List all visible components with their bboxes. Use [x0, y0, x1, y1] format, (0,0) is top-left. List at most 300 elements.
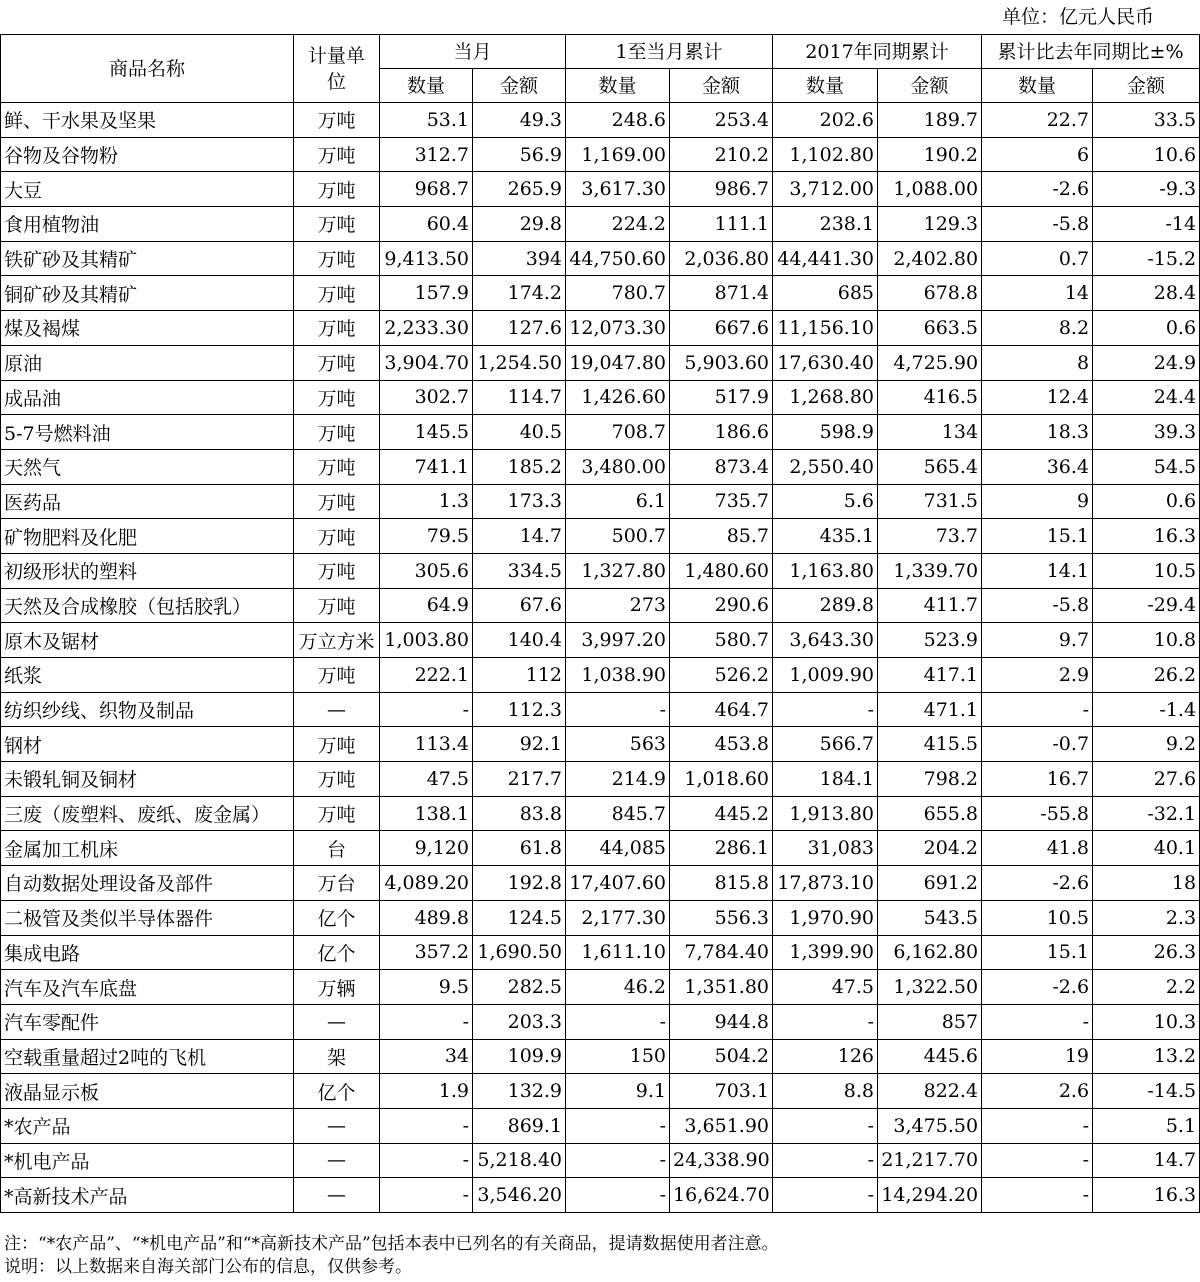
prior-year-amount-cell: 1,322.50	[878, 970, 982, 1005]
cumulative-amount-cell: 290.6	[670, 588, 773, 623]
measure-unit: 万吨	[294, 519, 380, 554]
commodity-name: 矿物肥料及化肥	[1, 519, 294, 554]
commodity-name: 自动数据处理设备及部件	[1, 866, 294, 901]
table-row	[1, 692, 1200, 727]
commodity-name: 煤及褐煤	[1, 311, 294, 346]
cumulative-quantity-cell: 214.9	[566, 762, 670, 797]
change-amount-cell: 10.6	[1093, 137, 1200, 172]
month-quantity-cell: 34	[380, 1039, 473, 1074]
month-amount-cell: 14.7	[473, 519, 566, 554]
measure-unit: —	[294, 1178, 380, 1213]
table-row	[1, 345, 1200, 380]
prior-year-amount-cell: 1,088.00	[878, 172, 982, 207]
commodity-name: 空载重量超过2吨的飞机	[1, 1039, 294, 1074]
prior-year-quantity-cell: 289.8	[773, 588, 878, 623]
commodity-name: 天然气	[1, 449, 294, 484]
table-row	[1, 1108, 1200, 1143]
commodity-name: 汽车及汽车底盘	[1, 970, 294, 1005]
table-row	[1, 241, 1200, 276]
cumulative-quantity-cell: 1,327.80	[566, 553, 670, 588]
header-amount: 金额	[878, 69, 982, 103]
month-quantity-cell: 312.7	[380, 137, 473, 172]
table-row	[1, 415, 1200, 450]
change-amount-cell: -15.2	[1093, 241, 1200, 276]
month-amount-cell: 334.5	[473, 553, 566, 588]
prior-year-quantity-cell: 8.8	[773, 1074, 878, 1109]
header-quantity: 数量	[773, 69, 878, 103]
change-amount-cell: 24.9	[1093, 345, 1200, 380]
cumulative-amount-cell: 526.2	[670, 658, 773, 693]
table-row	[1, 762, 1200, 797]
measure-unit: 万吨	[294, 137, 380, 172]
measure-unit: 万吨	[294, 241, 380, 276]
prior-year-amount-cell: 73.7	[878, 519, 982, 554]
commodity-name: 食用植物油	[1, 207, 294, 242]
prior-year-quantity-cell: 1,163.80	[773, 553, 878, 588]
table-row	[1, 519, 1200, 554]
cumulative-amount-cell: 667.6	[670, 311, 773, 346]
measure-unit: 亿个	[294, 935, 380, 970]
footnote-note: 注：“*农产品”、“*机电产品”和“*高新技术产品”包括本表中已列名的有关商品，提请数据使用者注意。	[4, 1234, 779, 1254]
prior-year-amount-cell: 411.7	[878, 588, 982, 623]
commodity-name: 铜矿砂及其精矿	[1, 276, 294, 311]
month-amount-cell: 40.5	[473, 415, 566, 450]
table-row	[1, 311, 1200, 346]
table-row	[1, 727, 1200, 762]
header-name: 商品名称	[1, 35, 294, 103]
month-quantity-cell: 3,904.70	[380, 345, 473, 380]
cumulative-amount-cell: 111.1	[670, 207, 773, 242]
month-quantity-cell: 741.1	[380, 449, 473, 484]
change-amount-cell: 33.5	[1093, 103, 1200, 138]
change-quantity-cell: 15.1	[982, 519, 1093, 554]
prior-year-amount-cell: 204.2	[878, 831, 982, 866]
prior-year-quantity-cell: 44,441.30	[773, 241, 878, 276]
prior-year-amount-cell: 134	[878, 415, 982, 450]
change-amount-cell: 39.3	[1093, 415, 1200, 450]
commodity-name: 初级形状的塑料	[1, 553, 294, 588]
cumulative-amount-cell: 735.7	[670, 484, 773, 519]
prior-year-amount-cell: 471.1	[878, 692, 982, 727]
table-row	[1, 207, 1200, 242]
table-row	[1, 553, 1200, 588]
month-quantity-cell: 9.5	[380, 970, 473, 1005]
cumulative-quantity-cell: 2,177.30	[566, 900, 670, 935]
month-amount-cell: 185.2	[473, 449, 566, 484]
prior-year-quantity-cell: 31,083	[773, 831, 878, 866]
change-amount-cell: 10.5	[1093, 553, 1200, 588]
month-amount-cell: 127.6	[473, 311, 566, 346]
cumulative-quantity-cell: 1,169.00	[566, 137, 670, 172]
prior-year-amount-cell: 678.8	[878, 276, 982, 311]
month-amount-cell: 1,690.50	[473, 935, 566, 970]
commodity-name: 未锻轧铜及铜材	[1, 762, 294, 797]
month-amount-cell: 203.3	[473, 1004, 566, 1039]
prior-year-amount-cell: 4,725.90	[878, 345, 982, 380]
month-quantity-cell: -	[380, 1108, 473, 1143]
month-quantity-cell: 9,120	[380, 831, 473, 866]
change-amount-cell: 26.3	[1093, 935, 1200, 970]
prior-year-amount-cell: 1,339.70	[878, 553, 982, 588]
cumulative-amount-cell: 7,784.40	[670, 935, 773, 970]
change-quantity-cell: 18.3	[982, 415, 1093, 450]
table-row	[1, 1178, 1200, 1213]
cumulative-quantity-cell: 12,073.30	[566, 311, 670, 346]
cumulative-quantity-cell: 708.7	[566, 415, 670, 450]
header-group-prior-year: 2017年同期累计	[773, 35, 982, 69]
cumulative-amount-cell: 517.9	[670, 380, 773, 415]
prior-year-amount-cell: 543.5	[878, 900, 982, 935]
cumulative-amount-cell: 286.1	[670, 831, 773, 866]
change-amount-cell: -29.4	[1093, 588, 1200, 623]
change-quantity-cell: -0.7	[982, 727, 1093, 762]
commodity-name: 大豆	[1, 172, 294, 207]
change-quantity-cell: 0.7	[982, 241, 1093, 276]
table-row	[1, 172, 1200, 207]
commodity-name: 汽车零配件	[1, 1004, 294, 1039]
cumulative-quantity-cell: 17,407.60	[566, 866, 670, 901]
cumulative-quantity-cell: -	[566, 692, 670, 727]
measure-unit: 万吨	[294, 484, 380, 519]
prior-year-quantity-cell: 126	[773, 1039, 878, 1074]
month-amount-cell: 109.9	[473, 1039, 566, 1074]
measure-unit: 万吨	[294, 762, 380, 797]
cumulative-quantity-cell: -	[566, 1108, 670, 1143]
month-amount-cell: 56.9	[473, 137, 566, 172]
cumulative-quantity-cell: 845.7	[566, 796, 670, 831]
change-quantity-cell: 8.2	[982, 311, 1093, 346]
change-amount-cell: 16.3	[1093, 519, 1200, 554]
month-amount-cell: 140.4	[473, 623, 566, 658]
measure-unit: 万台	[294, 866, 380, 901]
change-quantity-cell: 36.4	[982, 449, 1093, 484]
cumulative-amount-cell: 253.4	[670, 103, 773, 138]
table-row	[1, 449, 1200, 484]
prior-year-quantity-cell: 2,550.40	[773, 449, 878, 484]
table-row	[1, 380, 1200, 415]
change-amount-cell: -1.4	[1093, 692, 1200, 727]
prior-year-amount-cell: 417.1	[878, 658, 982, 693]
prior-year-quantity-cell: -	[773, 692, 878, 727]
change-quantity-cell: 9	[982, 484, 1093, 519]
month-quantity-cell: -	[380, 692, 473, 727]
prior-year-quantity-cell: 1,268.80	[773, 380, 878, 415]
prior-year-quantity-cell: 685	[773, 276, 878, 311]
prior-year-amount-cell: 663.5	[878, 311, 982, 346]
prior-year-quantity-cell: 1,913.80	[773, 796, 878, 831]
prior-year-amount-cell: 415.5	[878, 727, 982, 762]
change-amount-cell: 2.3	[1093, 900, 1200, 935]
prior-year-amount-cell: 691.2	[878, 866, 982, 901]
cumulative-quantity-cell: 3,480.00	[566, 449, 670, 484]
month-amount-cell: 869.1	[473, 1108, 566, 1143]
prior-year-amount-cell: 190.2	[878, 137, 982, 172]
commodity-name: 医药品	[1, 484, 294, 519]
cumulative-amount-cell: 703.1	[670, 1074, 773, 1109]
month-quantity-cell: 64.9	[380, 588, 473, 623]
month-amount-cell: 114.7	[473, 380, 566, 415]
cumulative-quantity-cell: 1,611.10	[566, 935, 670, 970]
commodity-name: 三废（废塑料、废纸、废金属）	[1, 796, 294, 831]
measure-unit: 亿个	[294, 1074, 380, 1109]
table-row	[1, 970, 1200, 1005]
change-quantity-cell: 14.1	[982, 553, 1093, 588]
table-row	[1, 935, 1200, 970]
measure-unit: 万吨	[294, 103, 380, 138]
cumulative-quantity-cell: 3,617.30	[566, 172, 670, 207]
month-amount-cell: 173.3	[473, 484, 566, 519]
change-quantity-cell: 16.7	[982, 762, 1093, 797]
change-amount-cell: 9.2	[1093, 727, 1200, 762]
cumulative-quantity-cell: 46.2	[566, 970, 670, 1005]
prior-year-amount-cell: 857	[878, 1004, 982, 1039]
change-amount-cell: 54.5	[1093, 449, 1200, 484]
prior-year-amount-cell: 416.5	[878, 380, 982, 415]
change-quantity-cell: -2.6	[982, 970, 1093, 1005]
cumulative-amount-cell: 186.6	[670, 415, 773, 450]
measure-unit: 万立方米	[294, 623, 380, 658]
prior-year-amount-cell: 129.3	[878, 207, 982, 242]
cumulative-amount-cell: 24,338.90	[670, 1143, 773, 1178]
prior-year-quantity-cell: 3,712.00	[773, 172, 878, 207]
measure-unit: —	[294, 1004, 380, 1039]
change-amount-cell: 2.2	[1093, 970, 1200, 1005]
import-commodity-table	[0, 34, 1200, 1213]
month-amount-cell: 192.8	[473, 866, 566, 901]
month-quantity-cell: 968.7	[380, 172, 473, 207]
prior-year-quantity-cell: 1,102.80	[773, 137, 878, 172]
prior-year-amount-cell: 6,162.80	[878, 935, 982, 970]
change-quantity-cell: -	[982, 1178, 1093, 1213]
commodity-name: 金属加工机床	[1, 831, 294, 866]
month-quantity-cell: 60.4	[380, 207, 473, 242]
cumulative-quantity-cell: 224.2	[566, 207, 670, 242]
table-row	[1, 276, 1200, 311]
commodity-name: 天然及合成橡胶（包括胶乳）	[1, 588, 294, 623]
table-row	[1, 137, 1200, 172]
cumulative-quantity-cell: 44,085	[566, 831, 670, 866]
change-amount-cell: 27.6	[1093, 762, 1200, 797]
month-quantity-cell: -	[380, 1004, 473, 1039]
measure-unit: 万吨	[294, 449, 380, 484]
change-quantity-cell: 14	[982, 276, 1093, 311]
header-quantity: 数量	[380, 69, 473, 103]
cumulative-amount-cell: 871.4	[670, 276, 773, 311]
prior-year-quantity-cell: 17,630.40	[773, 345, 878, 380]
table-row	[1, 658, 1200, 693]
month-quantity-cell: -	[380, 1178, 473, 1213]
table-row	[1, 831, 1200, 866]
prior-year-amount-cell: 798.2	[878, 762, 982, 797]
cumulative-quantity-cell: 3,997.20	[566, 623, 670, 658]
month-amount-cell: 83.8	[473, 796, 566, 831]
change-quantity-cell: 41.8	[982, 831, 1093, 866]
cumulative-quantity-cell: 248.6	[566, 103, 670, 138]
cumulative-quantity-cell: 563	[566, 727, 670, 762]
change-quantity-cell: 9.7	[982, 623, 1093, 658]
change-amount-cell: 0.6	[1093, 311, 1200, 346]
prior-year-amount-cell: 3,475.50	[878, 1108, 982, 1143]
change-quantity-cell: -2.6	[982, 866, 1093, 901]
prior-year-amount-cell: 14,294.20	[878, 1178, 982, 1213]
measure-unit: 万吨	[294, 727, 380, 762]
prior-year-quantity-cell: -	[773, 1143, 878, 1178]
measure-unit: 亿个	[294, 900, 380, 935]
prior-year-quantity-cell: 238.1	[773, 207, 878, 242]
cumulative-amount-cell: 504.2	[670, 1039, 773, 1074]
cumulative-quantity-cell: -	[566, 1178, 670, 1213]
month-amount-cell: 61.8	[473, 831, 566, 866]
cumulative-amount-cell: 580.7	[670, 623, 773, 658]
cumulative-amount-cell: 210.2	[670, 137, 773, 172]
commodity-name: 鲜、干水果及坚果	[1, 103, 294, 138]
month-quantity-cell: 9,413.50	[380, 241, 473, 276]
cumulative-quantity-cell: 1,038.90	[566, 658, 670, 693]
change-quantity-cell: 2.6	[982, 1074, 1093, 1109]
change-quantity-cell: -2.6	[982, 172, 1093, 207]
prior-year-amount-cell: 189.7	[878, 103, 982, 138]
measure-unit: 架	[294, 1039, 380, 1074]
cumulative-quantity-cell: 19,047.80	[566, 345, 670, 380]
footnote-explanation: 说明：以上数据来自海关部门公布的信息，仅供参考。	[4, 1257, 412, 1277]
prior-year-quantity-cell: -	[773, 1178, 878, 1213]
month-quantity-cell: 2,233.30	[380, 311, 473, 346]
month-quantity-cell: 222.1	[380, 658, 473, 693]
cumulative-amount-cell: 445.2	[670, 796, 773, 831]
cumulative-amount-cell: 815.8	[670, 866, 773, 901]
change-amount-cell: 16.3	[1093, 1178, 1200, 1213]
change-quantity-cell: 2.9	[982, 658, 1093, 693]
commodity-name: 二极管及类似半导体器件	[1, 900, 294, 935]
prior-year-amount-cell: 523.9	[878, 623, 982, 658]
header-amount: 金额	[473, 69, 566, 103]
measure-unit: 万吨	[294, 172, 380, 207]
prior-year-amount-cell: 822.4	[878, 1074, 982, 1109]
month-quantity-cell: 138.1	[380, 796, 473, 831]
change-amount-cell: 28.4	[1093, 276, 1200, 311]
table-row	[1, 1004, 1200, 1039]
change-amount-cell: 14.7	[1093, 1143, 1200, 1178]
change-amount-cell: 13.2	[1093, 1039, 1200, 1074]
prior-year-quantity-cell: 11,156.10	[773, 311, 878, 346]
month-amount-cell: 67.6	[473, 588, 566, 623]
measure-unit: 万吨	[294, 658, 380, 693]
cumulative-quantity-cell: 150	[566, 1039, 670, 1074]
prior-year-amount-cell: 445.6	[878, 1039, 982, 1074]
header-amount: 金额	[670, 69, 773, 103]
prior-year-quantity-cell: 47.5	[773, 970, 878, 1005]
header-quantity: 数量	[982, 69, 1093, 103]
prior-year-amount-cell: 565.4	[878, 449, 982, 484]
table-row	[1, 103, 1200, 138]
month-amount-cell: 394	[473, 241, 566, 276]
cumulative-quantity-cell: 500.7	[566, 519, 670, 554]
commodity-name: 谷物及谷物粉	[1, 137, 294, 172]
change-quantity-cell: 19	[982, 1039, 1093, 1074]
change-quantity-cell: -	[982, 1143, 1093, 1178]
month-quantity-cell: -	[380, 1143, 473, 1178]
unit-label: 单位：亿元人民币	[1001, 6, 1154, 28]
cumulative-quantity-cell: 9.1	[566, 1074, 670, 1109]
change-amount-cell: 10.8	[1093, 623, 1200, 658]
month-amount-cell: 1,254.50	[473, 345, 566, 380]
commodity-name: 铁矿砂及其精矿	[1, 241, 294, 276]
change-amount-cell: -32.1	[1093, 796, 1200, 831]
measure-unit: 万吨	[294, 380, 380, 415]
month-quantity-cell: 489.8	[380, 900, 473, 935]
prior-year-quantity-cell: 184.1	[773, 762, 878, 797]
cumulative-amount-cell: 2,036.80	[670, 241, 773, 276]
measure-unit: 万吨	[294, 553, 380, 588]
cumulative-quantity-cell: 780.7	[566, 276, 670, 311]
month-quantity-cell: 1.3	[380, 484, 473, 519]
change-quantity-cell: -	[982, 692, 1093, 727]
commodity-name: 原木及锯材	[1, 623, 294, 658]
measure-unit: 万吨	[294, 415, 380, 450]
change-quantity-cell: 15.1	[982, 935, 1093, 970]
month-quantity-cell: 145.5	[380, 415, 473, 450]
cumulative-amount-cell: 5,903.60	[670, 345, 773, 380]
month-amount-cell: 124.5	[473, 900, 566, 935]
measure-unit: 万吨	[294, 588, 380, 623]
change-quantity-cell: 6	[982, 137, 1093, 172]
commodity-name: *农产品	[1, 1108, 294, 1143]
table-row	[1, 623, 1200, 658]
month-amount-cell: 174.2	[473, 276, 566, 311]
table-body	[1, 103, 1200, 1213]
cumulative-quantity-cell: 273	[566, 588, 670, 623]
table-row	[1, 1039, 1200, 1074]
month-quantity-cell: 47.5	[380, 762, 473, 797]
cumulative-amount-cell: 453.8	[670, 727, 773, 762]
month-amount-cell: 132.9	[473, 1074, 566, 1109]
prior-year-quantity-cell: 5.6	[773, 484, 878, 519]
measure-unit: —	[294, 692, 380, 727]
prior-year-quantity-cell: 202.6	[773, 103, 878, 138]
change-amount-cell: -14.5	[1093, 1074, 1200, 1109]
cumulative-amount-cell: 556.3	[670, 900, 773, 935]
prior-year-quantity-cell: 1,970.90	[773, 900, 878, 935]
header-group-month: 当月	[380, 35, 566, 69]
commodity-name: 纺织纱线、织物及制品	[1, 692, 294, 727]
commodity-name: *机电产品	[1, 1143, 294, 1178]
cumulative-amount-cell: 1,018.60	[670, 762, 773, 797]
month-amount-cell: 265.9	[473, 172, 566, 207]
prior-year-quantity-cell: 17,873.10	[773, 866, 878, 901]
cumulative-amount-cell: 986.7	[670, 172, 773, 207]
month-amount-cell: 112	[473, 658, 566, 693]
month-amount-cell: 92.1	[473, 727, 566, 762]
commodity-name: 纸浆	[1, 658, 294, 693]
commodity-name: 5-7号燃料油	[1, 415, 294, 450]
header-unit: 计量单位	[294, 35, 380, 103]
change-quantity-cell: -	[982, 1108, 1093, 1143]
month-quantity-cell: 4,089.20	[380, 866, 473, 901]
change-amount-cell: 24.4	[1093, 380, 1200, 415]
cumulative-amount-cell: 3,651.90	[670, 1108, 773, 1143]
change-amount-cell: 18	[1093, 866, 1200, 901]
change-quantity-cell: -5.8	[982, 588, 1093, 623]
change-amount-cell: 26.2	[1093, 658, 1200, 693]
measure-unit: 万吨	[294, 276, 380, 311]
measure-unit: 万吨	[294, 796, 380, 831]
measure-unit: 万吨	[294, 345, 380, 380]
cumulative-amount-cell: 16,624.70	[670, 1178, 773, 1213]
cumulative-quantity-cell: -	[566, 1143, 670, 1178]
prior-year-quantity-cell: -	[773, 1004, 878, 1039]
measure-unit: 万吨	[294, 311, 380, 346]
commodity-name: 钢材	[1, 727, 294, 762]
